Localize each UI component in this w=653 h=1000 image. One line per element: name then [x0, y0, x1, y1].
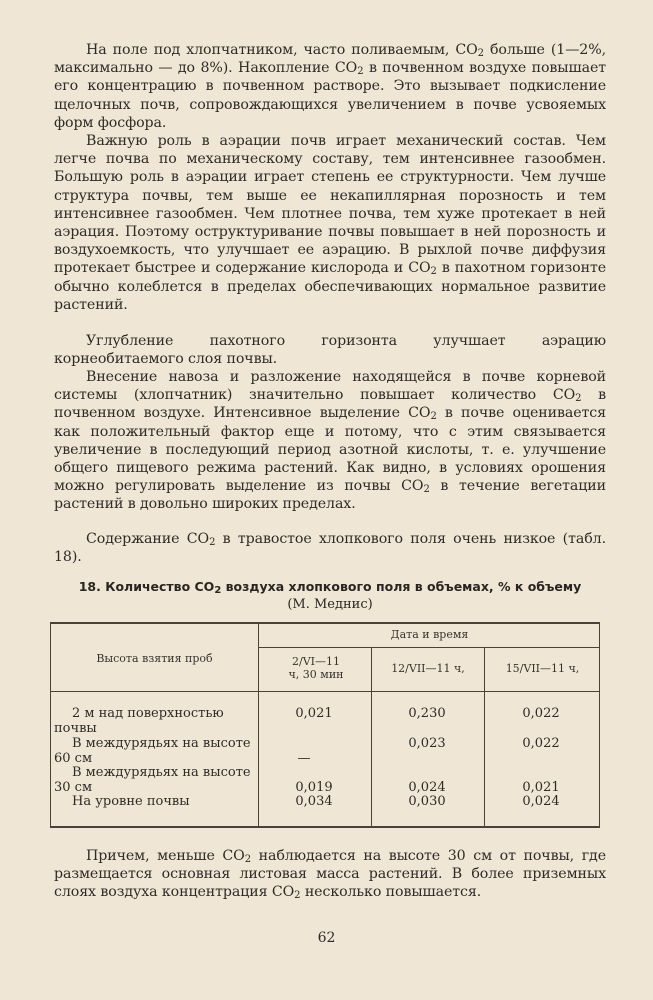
paragraph-2: Важную роль в аэрации почв играет механический состав. Чем легче почва по механическому составу, тем интенсивнее газообмен. Большую роль в аэрации играет степень ее структурности. Чем лучше структура почвы, тем выше ее некапиллярная порозность и тем интенсивнее газообмен. Чем плотнее почва, тем хуже протекает в ней аэрация. Поэтому оструктуривание почвы повышает в ней порозность и воздухоемкость, что улучшает ее аэрацию. В рыхлой почве диффузия протекает быстрее и содержание кислорода и $CO_2$ в пахотном горизонте обычно колеблется в пределах обеспечивающих нормальное развитие растений.	[54, 133, 607, 313]
table-bottom-rule	[50, 826, 600, 828]
table-top-rule	[50, 622, 600, 624]
row-1-value-1: 0,021	[295, 706, 333, 721]
row-3-value-1: 0,019	[295, 780, 333, 795]
row-4-value-1: 0,034	[295, 794, 333, 809]
row-2-label-line-1: В междурядьях на высоте	[72, 736, 251, 751]
paragraph-5: Содержание $CO_2$ в травостое хлопкового поля очень низкое (табл. 18).	[54, 531, 606, 566]
table-col-divider-3	[484, 647, 485, 827]
table-left-border	[50, 622, 51, 827]
row-2-label-line-2: 60 см	[54, 751, 93, 766]
paragraph-1: На поле под хлопчатником, часто поливаемым, $CO_2$ больше (1—2%, максимально — до 8%). Накопление $CO_2$ в почвенном воздухе повышает его концентрацию в почвенном растворе. Это вызывает подкисление щелочных почв, сопровождающихся увеличением в почве усвояемых форм фосфора.	[54, 42, 607, 131]
row-1-label-line-2: почвы	[54, 721, 97, 736]
row-4-value-3: 0,024	[522, 794, 560, 809]
header-col-1: 2/VI—11 ч, 30 мин	[288, 655, 344, 681]
table-caption: 18. Количество $CO_2$ воздуха хлопкового поля в объемах, % к объему (М. Меднис)	[78, 579, 582, 612]
table-subheader-rule	[258, 647, 600, 648]
table-author: (М. Меднис)	[287, 597, 373, 612]
table-col-divider-2	[371, 647, 372, 827]
table-col-divider-1	[258, 622, 259, 827]
row-3-label-line-1: В междурядьях на высоте	[72, 765, 251, 780]
paragraph-3: Углубление пахотного горизонта улучшает аэрацию корнеобитаемого слоя почвы.	[54, 333, 606, 368]
header-col-2: 12/VII—11 ч,	[391, 662, 465, 675]
row-3-label-line-2: 30 см	[54, 780, 93, 795]
header-col-3: 15/VII—11 ч,	[505, 662, 580, 675]
row-1-value-3: 0,022	[522, 706, 560, 721]
table-right-border	[599, 622, 600, 827]
table-header-rule	[50, 691, 600, 692]
row-4-label: На уровне почвы	[72, 794, 190, 809]
row-1-value-2: 0,230	[408, 706, 446, 721]
row-1-label-line-1: 2 м над поверхностью	[72, 706, 224, 721]
paragraph-4: Внесение навоза и разложение находящейся в почве корневой системы (хлопчатник) значительно повышает количество $CO_2$ в почвенном воздухе. Интенсивное выделение $CO_2$ в почве оценивается как положительный фактор еще и потому, что с этим связывается увеличение в последующий период азотной кислоты, т. е. улучшение общего пищевого режима растений. Как видно, в условиях орошения можно регулировать выделение из почвы $CO_2$ в течение вегетации растений в довольно широких пределах.	[54, 369, 607, 513]
header-date-time: Дата и время	[390, 628, 469, 641]
header-height: Высота взятия проб	[96, 652, 213, 665]
row-4-value-2: 0,030	[408, 794, 446, 809]
row-3-value-2: 0,024	[408, 780, 446, 795]
paragraph-6: Причем, меньше $CO_2$ наблюдается на высоте 30 см от почвы, где размещается основная листовая масса растений. В более приземных слоях воздуха концентрация $CO_2$ несколько повышается.	[54, 848, 606, 902]
row-2-value-1: —	[297, 751, 311, 766]
row-2-value-2: 0,023	[408, 736, 446, 751]
row-3-value-3: 0,021	[522, 780, 560, 795]
row-2-value-3: 0,022	[522, 736, 560, 751]
page-number: 62	[317, 930, 336, 946]
